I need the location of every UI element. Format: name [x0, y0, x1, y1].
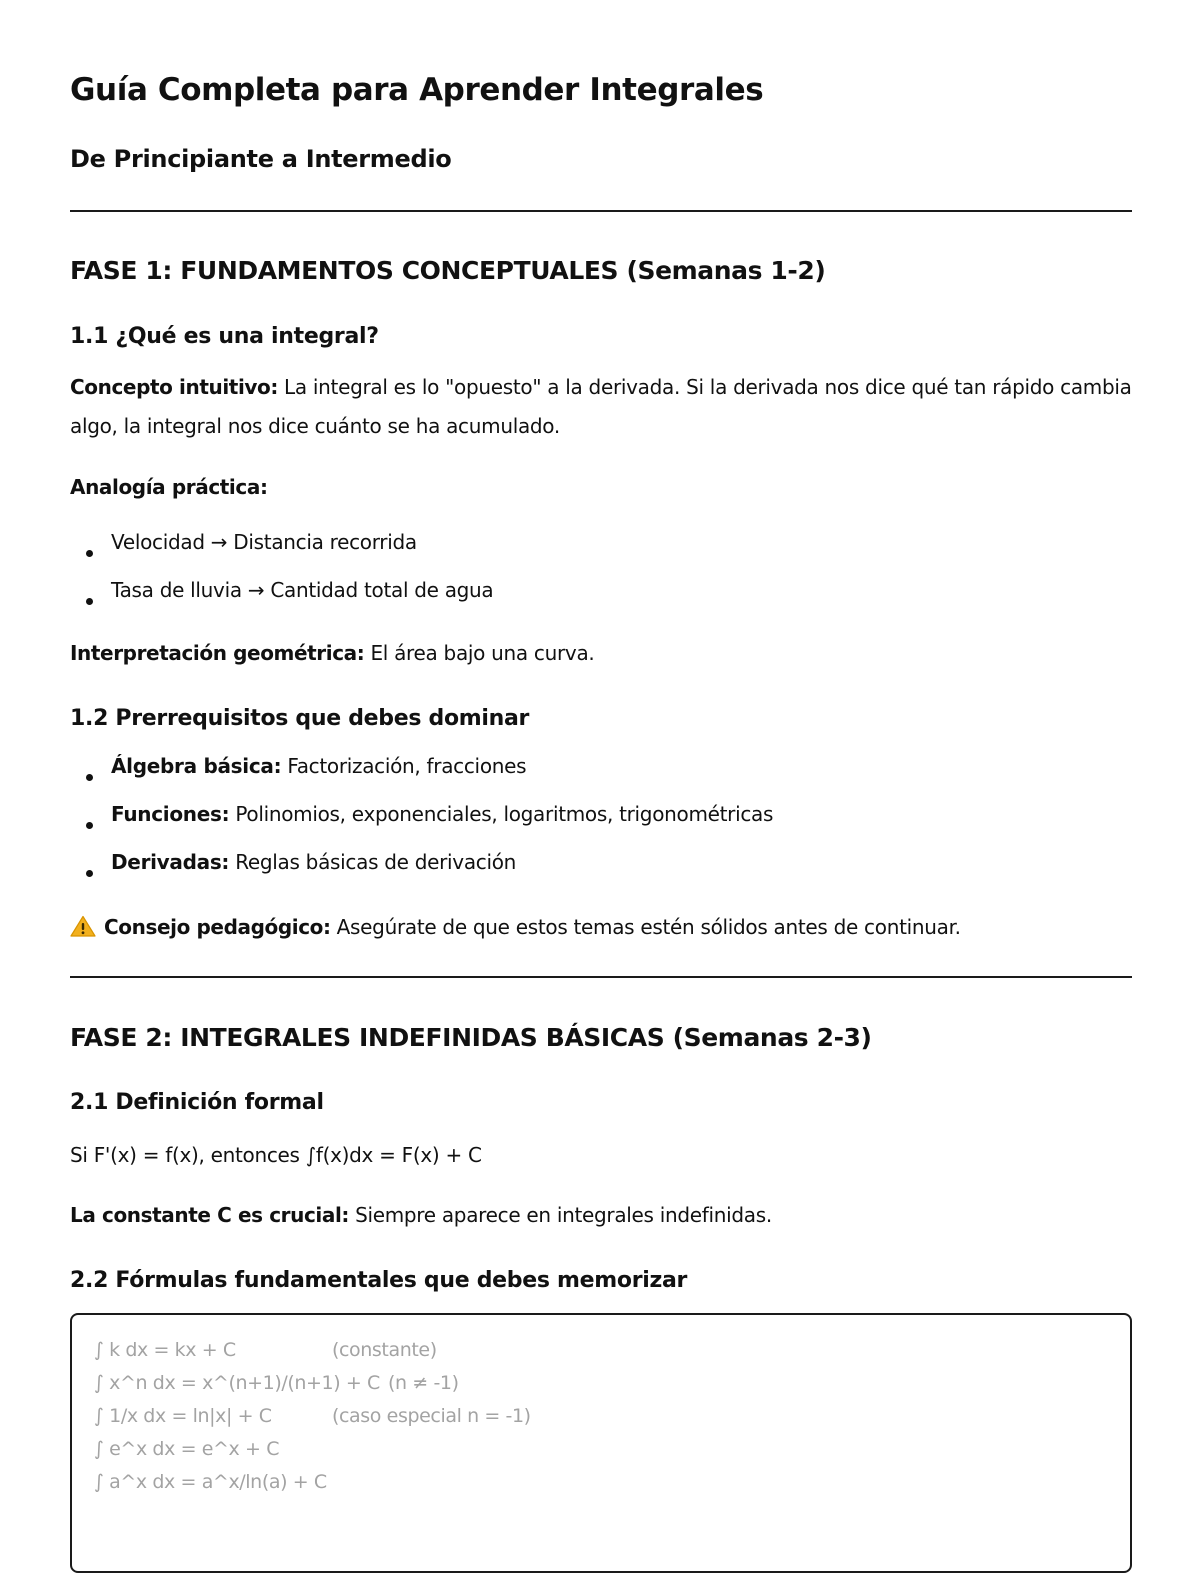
concept-paragraph — [70, 368, 1132, 446]
geometric-label: Interpretación geométrica: — [70, 641, 365, 665]
concept-text: La integral es lo "opuesto" a la derivada. Si la derivada nos dice qué tan rápido cambia algo, la integral nos dice cuánto se ha acumulado. — [70, 375, 1132, 438]
prereq-label-derivatives: Derivadas: — [111, 850, 230, 874]
list-item — [70, 754, 773, 802]
formula-expression: ∫ k dx = kx + C — [94, 1339, 236, 1361]
tip-label: Consejo pedagógico: — [104, 915, 331, 939]
horizontal-divider — [70, 210, 1132, 212]
warning-icon — [70, 911, 96, 950]
constant-label: La constante C es crucial: — [70, 1203, 350, 1227]
tip-paragraph — [70, 908, 1132, 950]
prereq-label-algebra: Álgebra básica: — [111, 754, 282, 778]
phase-2-title: FASE 2: INTEGRALES INDEFINIDAS BÁSICAS — [70, 1023, 665, 1052]
page-title: Guía Completa para Aprender Integrales — [70, 72, 764, 108]
formula-line — [94, 1471, 1108, 1504]
prerequisites-list — [70, 754, 773, 898]
section-1-2-title: 1.2 Prerrequisitos que debes dominar — [70, 706, 530, 731]
formula-code-block — [70, 1313, 1132, 1573]
phase-2-heading — [70, 1023, 872, 1052]
phase-1-title: FASE 1: FUNDAMENTOS CONCEPTUALES — [70, 256, 619, 285]
formal-definition: Si F'(x) = f(x), entonces ∫f(x)dx = F(x) + C — [70, 1143, 482, 1167]
formula-expression: ∫ a^x dx = a^x/ln(a) + C — [94, 1471, 327, 1493]
tip-text: Asegúrate de que estos temas estén sólidos antes de continuar. — [330, 915, 961, 939]
analogy-label: Analogía práctica: — [70, 475, 268, 499]
analogy-item-rain: Tasa de lluvia → Cantidad total de agua — [111, 578, 494, 602]
list-item — [70, 850, 773, 898]
analogy-heading — [70, 468, 1132, 507]
geometric-paragraph — [70, 634, 1132, 673]
constant-paragraph — [70, 1196, 1132, 1235]
horizontal-divider — [70, 976, 1132, 978]
section-2-2-title: 2.2 Fórmulas fundamentales que debes memorizar — [70, 1268, 688, 1293]
prereq-text-functions: Polinomios, exponenciales, logaritmos, trigonométricas — [229, 802, 774, 826]
formula-note: (constante) — [332, 1339, 437, 1361]
geometric-text: El área bajo una curva. — [364, 641, 595, 665]
list-item — [70, 530, 493, 578]
page-subtitle: De Principiante a Intermedio — [70, 145, 452, 173]
analogy-item-velocity: Velocidad → Distancia recorrida — [111, 530, 417, 554]
section-2-1-title: 2.1 Definición formal — [70, 1090, 324, 1115]
analogy-list — [70, 530, 493, 626]
prereq-text-derivatives: Reglas básicas de derivación — [229, 850, 517, 874]
constant-text: Siempre aparece en integrales indefinidas. — [349, 1203, 772, 1227]
formula-note: (n ≠ -1) — [388, 1372, 459, 1394]
list-item — [70, 578, 493, 626]
formula-expression: ∫ x^n dx = x^(n+1)/(n+1) + C — [94, 1372, 380, 1394]
phase-2-weeks: (Semanas 2-3) — [664, 1023, 872, 1052]
formula-line — [94, 1438, 1108, 1471]
prereq-text-algebra: Factorización, fracciones — [281, 754, 527, 778]
formula-line — [94, 1339, 1108, 1372]
list-item — [70, 802, 773, 850]
formula-note: (caso especial n = -1) — [332, 1405, 531, 1427]
concept-label: Concepto intuitivo: — [70, 375, 278, 399]
prereq-label-functions: Funciones: — [111, 802, 230, 826]
section-1-1-title: 1.1 ¿Qué es una integral? — [70, 324, 379, 349]
formula-line — [94, 1372, 1108, 1405]
formula-line — [94, 1405, 1108, 1438]
phase-1-heading — [70, 256, 825, 285]
formula-expression: ∫ 1/x dx = ln|x| + C — [94, 1405, 272, 1427]
phase-1-weeks: (Semanas 1-2) — [618, 256, 826, 285]
formula-expression: ∫ e^x dx = e^x + C — [94, 1438, 280, 1460]
